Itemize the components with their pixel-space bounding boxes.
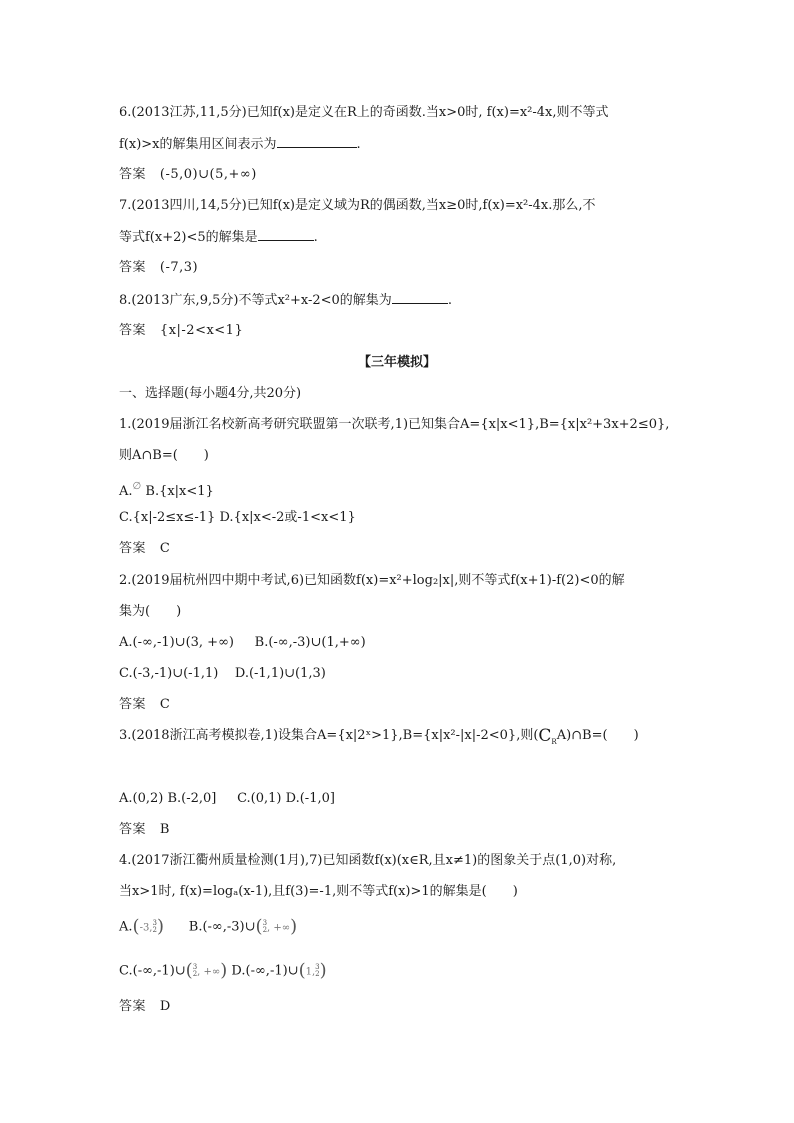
q3-answer [119,821,170,839]
q6-stem-line2 [119,135,361,154]
fraction-numerator: 3 [192,963,198,971]
q4-option-a-label: A. [119,919,133,935]
q6-stem-line1: 6.(2013江苏,11,5分)已知f(x)是定义在R上的奇函数.当x>0时, f(x)=x²-4x,则不等式 [119,105,609,120]
complement-symbol: C [538,726,552,746]
q1-stem-line2: 则A∩B=( ) [119,448,209,463]
q4-stem-line1: 4.(2017浙江衢州质量检测(1月),7)已知函数f(x)(x∈R,且x≠1)的图象关于点(1,0)对称, [119,853,617,868]
q6-answer [119,166,257,184]
q1-option-d: D.{x|x<-2或-1<x<1} [219,510,356,525]
q4-options-row2 [119,962,327,982]
q7-stem-text: 等式f(x+2)<5的解集是 [119,230,258,245]
q3-stem-text: 3.(2018浙江高考模拟卷,1)设集合A={x|2ˣ>1},B={x|x²-|x|-2<0},则( [119,728,539,743]
q1-stem-line1: 1.(2019届浙江名校新高考研究联盟第一次联考,1)已知集合A={x|x<1},B={x|x²+3x+2≤0}, [119,417,670,432]
q4-answer-value: D [159,999,171,1014]
q2-option-c: C.(-3,-1)∪(-1,1) [119,666,219,681]
q4-option-d-prefix: D.(-∞,-1)∪ [231,963,299,979]
answer-label: 答案 [119,822,147,837]
q1-option-c: C.{x|-2≤x≤-1} [119,510,216,525]
paren-close: ) [319,960,327,981]
q7-stem-line1: 7.(2013四川,14,5分)已知f(x)是定义域为R的偶函数,当x≥0时,f(x)=x²-4x.那么,不 [119,198,596,213]
answer-label: 答案 [119,323,147,338]
complement-subscript: R [551,738,557,746]
q3-stem-line1 [119,727,639,751]
q7-answer [119,259,198,277]
q3-option-c: C.(0,1) [237,791,282,806]
q2-answer [119,696,170,714]
q4-answer [119,998,171,1016]
fraction-denominator: 2 [192,970,198,978]
fraction-denominator: 2 [152,926,157,934]
q4-option-b-prefix: B.(-∞,-3)∪ [188,919,256,935]
q6-answer-blank [277,135,357,148]
paren-open: ( [298,960,306,981]
q1-options-row1 [119,478,214,501]
q8-answer [119,322,243,340]
q3-option-a: A.(0,2) [119,791,164,806]
q8-stem-line1 [119,291,452,310]
paren-open: ( [185,960,193,981]
q2-options-row1 [119,634,366,652]
q2-option-a: A.(-∞,-1)∪(3, +∞) [119,635,234,650]
answer-label: 答案 [119,260,147,275]
q2-option-b: B.(-∞,-3)∪(1,+∞) [254,635,366,650]
q8-answer-blank [392,291,448,304]
q8-answer-value: {x|-2<x<1} [159,323,244,338]
q1-option-b: B.{x|x<1} [145,484,214,499]
q3-option-b: B.(-2,0] [167,791,217,806]
q6-answer-value: (-5,0)∪(5,+∞) [159,167,257,182]
paren-open: ( [132,916,140,937]
q4-option-c-prefix: C.(-∞,-1)∪ [119,963,186,979]
paren-close: ) [156,916,164,937]
q1-option-a-label: A. [119,484,133,499]
q7-answer-value: (-7,3) [159,260,199,275]
q6-stem-end: . [356,137,361,152]
q8-stem-end: . [447,293,452,308]
q1-answer-value: C [159,541,171,556]
q3-options [119,790,335,808]
answer-label: 答案 [119,541,147,556]
q7-answer-blank [258,228,314,241]
paren-close: ) [290,916,298,937]
q3-option-d: D.(-1,0] [285,791,335,806]
fraction-numerator: 3 [315,963,320,971]
q7-stem-end: . [313,230,318,245]
q2-options-row2 [119,665,326,683]
q4-option-c-right: , +∞ [197,966,221,978]
q3-stem-end: A)∩B=( ) [556,728,639,743]
answer-label: 答案 [119,697,147,712]
fraction-numerator: 3 [152,919,157,927]
answer-label: 答案 [119,167,147,182]
q4-option-a-left: -3, [139,922,153,934]
q1-answer [119,540,170,558]
q4-option-b-right: , +∞ [267,922,291,934]
paren-close: ) [220,960,228,981]
q2-option-d: D.(-1,1)∪(1,3) [234,666,326,681]
answer-label: 答案 [119,999,147,1014]
part-heading: 一、选择题(每小题4分,共20分) [119,386,302,401]
q1-options-row2 [119,509,356,527]
q2-stem-line1: 2.(2019届杭州四中期中考试,6)已知函数f(x)=x²+log₂|x|,则不等式f(x+1)-f(2)<0的解 [119,573,625,588]
q7-stem-line2 [119,228,318,247]
q4-stem-line2: 当x>1时, f(x)=logₐ(x-1),且f(3)=-1,则不等式f(x)>1的解集是( ) [119,884,518,899]
q4-options-row1 [119,918,297,938]
fraction-denominator: 2 [315,970,320,978]
q3-answer-value: B [159,822,170,837]
q4-option-d-left: 1, [305,966,316,978]
q2-answer-value: C [159,697,171,712]
q2-stem-line2: 集为( ) [119,604,182,619]
fraction-numerator: 3 [262,919,268,927]
q6-stem-text: f(x)>x的解集用区间表示为 [119,137,277,152]
empty-set-symbol: ∅ [132,481,142,492]
section-title: 【三年模拟】 [357,355,436,370]
q8-stem-text: 8.(2013广东,9,5分)不等式x²+x-2<0的解集为 [119,293,392,308]
paren-open: ( [255,916,263,937]
fraction-denominator: 2 [262,926,268,934]
